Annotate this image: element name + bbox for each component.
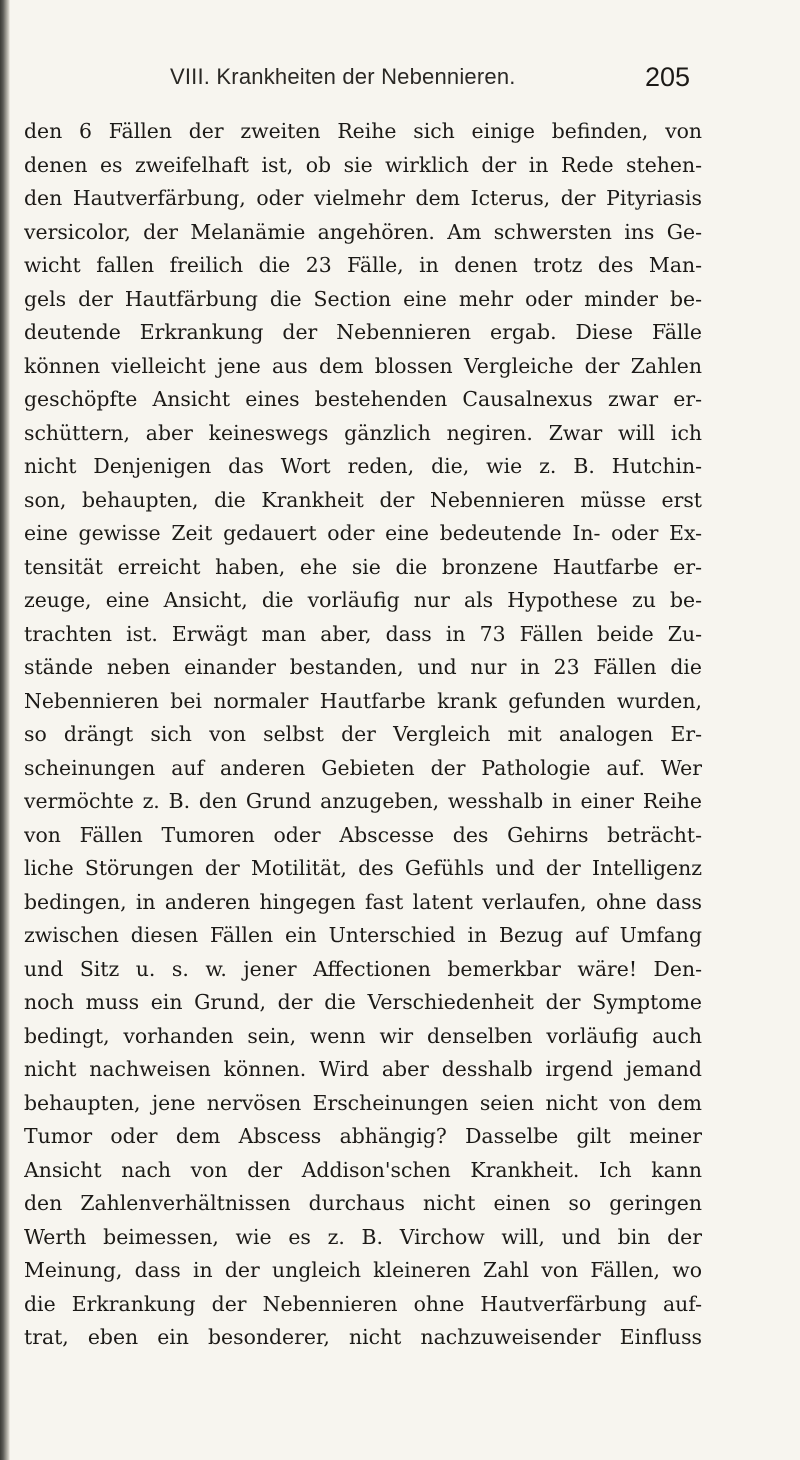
text-line: bedingt, vorhanden sein, wenn wir denselben vorläufig auch <box>24 1023 702 1048</box>
text-line: Tumor oder dem Abscess abhängig? Dasselbe gilt meiner <box>24 1124 702 1148</box>
text-line: zeuge, eine Ansicht, die vorläufig nur als Hypothese zu be- <box>24 588 702 612</box>
text-line: trachten ist. Erwägt man aber, dass in 73 Fällen beide Zu- <box>24 621 702 646</box>
text-line: eine gewisse Zeit gedauert oder eine bedeutende In- oder Ex- <box>24 521 702 545</box>
body-paragraph <box>24 115 702 1355</box>
text-line: den Zahlenverhältnissen durchaus nicht einen so geringen <box>24 1191 702 1215</box>
text-line: so drängt sich von selbst der Vergleich mit analogen Er- <box>24 722 702 746</box>
text-line: son, behaupten, die Krankheit der Nebennieren müsse erst <box>24 487 702 512</box>
binding-edge <box>0 0 10 1460</box>
text-line: Nebennieren bei normaler Hautfarbe krank gefunden wurden, <box>24 688 702 713</box>
text-line: vermöchte z. B. den Grund anzugeben, wesshalb in einer Reihe <box>24 789 702 813</box>
text-line: noch muss ein Grund, der die Verschiedenheit der Symptome <box>24 990 702 1014</box>
text-line: schüttern, aber keineswegs gänzlich negiren. Zwar will ich <box>24 420 702 445</box>
text-line: behaupten, jene nervösen Erscheinungen seien nicht von dem <box>24 1090 702 1115</box>
text-line: wicht fallen freilich die 23 Fälle, in denen trotz des Man- <box>24 253 702 277</box>
text-line: deutende Erkrankung der Nebennieren ergab. Diese Fälle <box>24 320 702 344</box>
page-number: 205 <box>644 62 690 92</box>
text-line: Meinung, dass in der ungleich kleineren Zahl von Fällen, wo <box>24 1258 702 1282</box>
text-line: stände neben einander bestanden, und nur in 23 Fällen die <box>24 655 702 679</box>
text-line: scheinungen auf anderen Gebieten der Pathologie auf. Wer <box>24 755 702 780</box>
text-line: trat, eben ein besonderer, nicht nachzuweisender Einfluss <box>24 1325 702 1349</box>
text-line: nicht nachweisen können. Wird aber desshalb irgend jemand <box>24 1057 702 1081</box>
text-line: bedingen, in anderen hingegen fast latent verlaufen, ohne dass <box>24 889 702 914</box>
text-line: gels der Hautfärbung die Section eine mehr oder minder be- <box>24 286 702 311</box>
text-line: von Fällen Tumoren oder Abscesse des Gehirns beträcht- <box>24 822 702 847</box>
page-header <box>170 64 690 96</box>
text-line: Werth beimessen, wie es z. B. Virchow will, und bin der <box>24 1224 702 1249</box>
text-line: zwischen diesen Fällen ein Unterschied in Bezug auf Umfang <box>24 923 702 947</box>
running-head: VIII. Krankheiten der Nebennieren. <box>170 64 516 89</box>
text-line: denen es zweifelhaft ist, ob sie wirklich der in Rede stehen- <box>24 152 702 177</box>
text-line: geschöpfte Ansicht eines bestehenden Causalnexus zwar er- <box>24 387 702 411</box>
text-line: nicht Denjenigen das Wort reden, die, wie z. B. Hutchin- <box>24 454 702 478</box>
text-line: die Erkrankung der Nebennieren ohne Hautverfärbung auf- <box>24 1291 702 1316</box>
text-line: den Hautverfärbung, oder vielmehr dem Icterus, der Pityriasis <box>24 186 702 210</box>
text-line: liche Störungen der Motilität, des Gefühls und der Intelligenz <box>24 856 702 880</box>
text-line: und Sitz u. s. w. jener Affectionen bemerkbar wäre! Den- <box>24 956 702 981</box>
text-line: den 6 Fällen der zweiten Reihe sich einige befinden, von <box>24 119 702 143</box>
text-line: tensität erreicht haben, ehe sie die bronzene Hautfarbe er- <box>24 554 702 579</box>
text-line: können vielleicht jene aus dem blossen Vergleiche der Zahlen <box>24 353 702 378</box>
text-line: versicolor, der Melanämie angehören. Am schwersten ins Ge- <box>24 219 702 244</box>
text-line: Ansicht nach von der Addison'schen Krankheit. Ich kann <box>24 1157 702 1182</box>
